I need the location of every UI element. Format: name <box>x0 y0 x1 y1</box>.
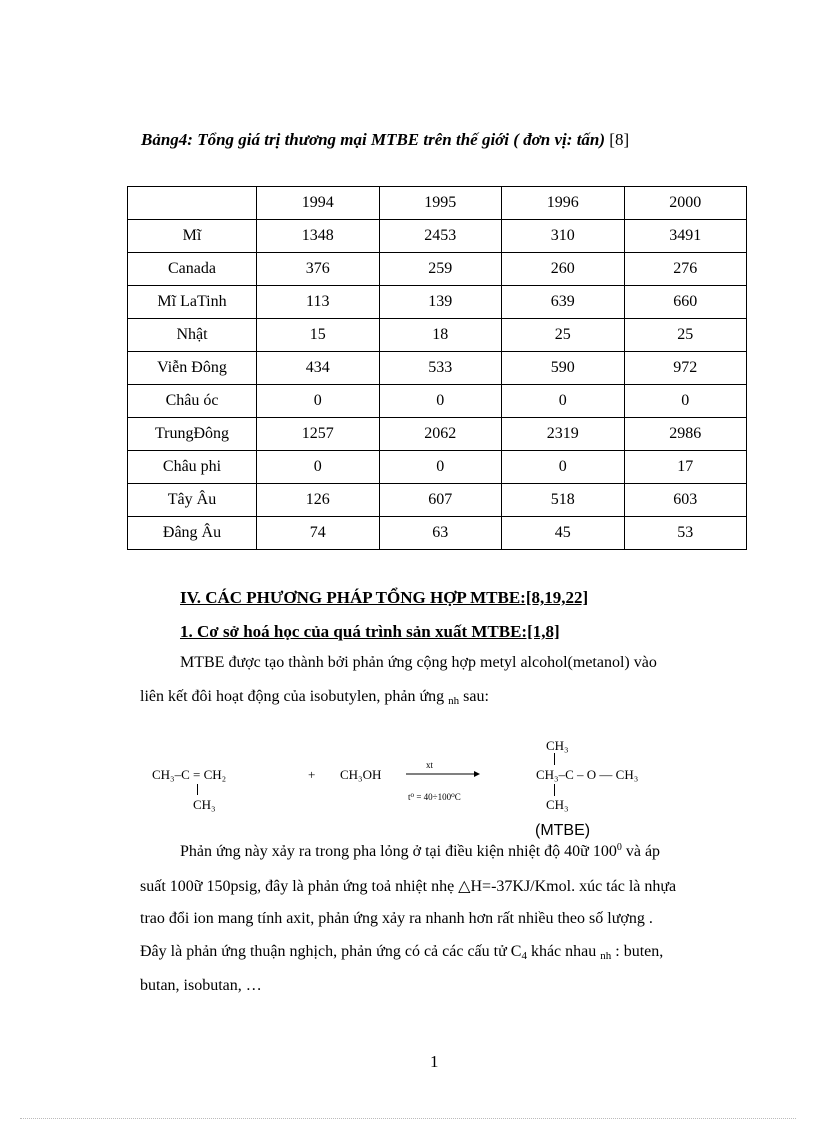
value-cell: 0 <box>502 385 625 418</box>
para2-sub: 4 <box>521 950 527 962</box>
table-row <box>128 451 747 484</box>
value-cell: 607 <box>379 484 502 517</box>
page-number: 1 <box>430 1052 439 1071</box>
region-cell: Nhật <box>128 319 257 352</box>
table-row <box>128 286 747 319</box>
para2-line4-mid: khác nhau <box>526 943 601 960</box>
table-row <box>128 418 747 451</box>
catalyst-label: xt <box>426 760 434 770</box>
mtbe-trade-table <box>127 186 747 550</box>
reaction-arrow <box>406 770 480 778</box>
table-header-cell: 1996 <box>502 187 625 220</box>
value-cell: 74 <box>257 517 380 550</box>
branch-bond <box>197 784 198 795</box>
value-cell: 0 <box>379 385 502 418</box>
para1-nh: nh <box>448 695 460 707</box>
para1-line1: MTBE được tạo thành bởi phản ứng cộng hợp metyl alcohol(metanol) vào <box>180 654 657 671</box>
product-bottom-bond <box>554 784 555 796</box>
product-mtbe: CH₃–C – O — CH₃ <box>536 767 639 782</box>
value-cell: 603 <box>624 484 747 517</box>
region-cell: Mĩ LaTinh <box>128 286 257 319</box>
value-cell: 276 <box>624 253 747 286</box>
value-cell: 18 <box>379 319 502 352</box>
product-top-methyl: CH₃ <box>546 738 569 753</box>
value-cell: 533 <box>379 352 502 385</box>
table-header-cell: 2000 <box>624 187 747 220</box>
value-cell: 0 <box>257 385 380 418</box>
table-row <box>128 517 747 550</box>
value-cell: 259 <box>379 253 502 286</box>
value-cell: 113 <box>257 286 380 319</box>
region-cell: Châu óc <box>128 385 257 418</box>
value-cell: 17 <box>624 451 747 484</box>
para2-line1-text: Phản ứng này xảy ra trong pha lỏng ở tại điều kiện nhiệt độ 40ữ 100 <box>180 843 617 860</box>
value-cell: 53 <box>624 517 747 550</box>
temperature-label: t⁰ = 40÷100⁰C <box>408 792 461 802</box>
para1-line2-text: liên kết đôi hoạt động của isobutylen, phản ứng <box>140 688 449 705</box>
table-header-cell: 1994 <box>257 187 380 220</box>
value-cell: 1348 <box>257 220 380 253</box>
value-cell: 518 <box>502 484 625 517</box>
value-cell: 63 <box>379 517 502 550</box>
table-header-row <box>128 187 747 220</box>
para2-line4-end: : buten, <box>611 943 664 960</box>
product-bottom-methyl: CH₃ <box>546 797 569 812</box>
para1-line2-end: sau: <box>459 688 489 705</box>
para1-line2 <box>140 688 489 707</box>
table-row <box>128 352 747 385</box>
value-cell: 0 <box>379 451 502 484</box>
region-cell: Canada <box>128 253 257 286</box>
region-cell: TrungĐông <box>128 418 257 451</box>
caption-text: Bảng4: Tổng giá trị thương mại MTBE trên thế giới ( đơn vị: tấn) <box>141 130 606 149</box>
value-cell: 639 <box>502 286 625 319</box>
para2-line2: suất 100ữ 150psig, đây là phản ứng toả nhiệt nhẹ △H=-37KJ/Kmol. xúc tác là nhựa <box>140 878 677 895</box>
value-cell: 660 <box>624 286 747 319</box>
value-cell: 45 <box>502 517 625 550</box>
section-heading: IV. CÁC PHƯƠNG PHÁP TỔNG HỢP MTBE:[8,19,22] <box>180 588 589 607</box>
value-cell: 0 <box>502 451 625 484</box>
region-cell: Viễn Đông <box>128 352 257 385</box>
table-row <box>128 484 747 517</box>
value-cell: 2062 <box>379 418 502 451</box>
value-cell: 376 <box>257 253 380 286</box>
para2-line4 <box>140 943 663 962</box>
table-row <box>128 385 747 418</box>
plus-sign: + <box>308 767 316 782</box>
value-cell: 25 <box>502 319 625 352</box>
value-cell: 139 <box>379 286 502 319</box>
para2-line3: trao đổi ion mang tính axit, phản ứng xảy ra nhanh hơn rất nhiều theo số lượng . <box>140 910 653 927</box>
value-cell: 590 <box>502 352 625 385</box>
table-header-cell: 1995 <box>379 187 502 220</box>
table-row <box>128 253 747 286</box>
product-name: (MTBE) <box>535 822 591 839</box>
para2-nh: nh <box>600 950 612 962</box>
reactant-branch: CH₃ <box>193 797 216 812</box>
table-header-cell <box>128 187 257 220</box>
region-cell: Đâng Âu <box>128 517 257 550</box>
region-cell: Châu phi <box>128 451 257 484</box>
para2-line1 <box>180 842 660 861</box>
value-cell: 0 <box>257 451 380 484</box>
value-cell: 15 <box>257 319 380 352</box>
value-cell: 260 <box>502 253 625 286</box>
product-top-bond <box>554 753 555 765</box>
para2-line1-end: và áp <box>621 843 661 860</box>
value-cell: 434 <box>257 352 380 385</box>
table-caption <box>141 130 629 150</box>
caption-ref: [8] <box>605 130 630 149</box>
value-cell: 310 <box>502 220 625 253</box>
value-cell: 0 <box>624 385 747 418</box>
subsection-heading: 1. Cơ sở hoá học của quá trình sản xuất MTBE:[1,8] <box>180 622 560 641</box>
value-cell: 2319 <box>502 418 625 451</box>
value-cell: 2986 <box>624 418 747 451</box>
page-bottom-rule <box>20 1118 796 1119</box>
region-cell: Tây Âu <box>128 484 257 517</box>
para2-line5: butan, isobutan, … <box>140 977 262 994</box>
table-row <box>128 319 747 352</box>
para2-line4-text: Đây là phản ứng thuận nghịch, phản ứng có cả các cấu tử C <box>140 943 522 960</box>
value-cell: 126 <box>257 484 380 517</box>
value-cell: 1257 <box>257 418 380 451</box>
value-cell: 3491 <box>624 220 747 253</box>
para2-sup: 0 <box>616 842 622 853</box>
reactant-methanol: CH₃OH <box>340 767 382 782</box>
value-cell: 2453 <box>379 220 502 253</box>
value-cell: 25 <box>624 319 747 352</box>
region-cell: Mĩ <box>128 220 257 253</box>
reactant-isobutylene: CH₃–C = CH₂ <box>152 767 227 782</box>
table-row <box>128 220 747 253</box>
value-cell: 972 <box>624 352 747 385</box>
